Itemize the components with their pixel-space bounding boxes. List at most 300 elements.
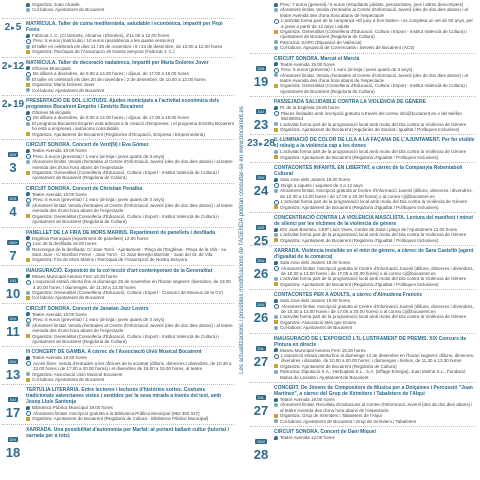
day-number: 3 [9, 160, 17, 176]
entry-detail-text: El taller es celebrarà els dies 11 i 25 de novembre i 8 i 23 de desembre, de 10.00 a 12.00 hores [32, 44, 223, 49]
entry-detail [26, 132, 234, 137]
info-icon [274, 122, 278, 126]
entry-detail-text: Oficines Municipals [32, 110, 71, 116]
location-pin-icon [274, 3, 278, 7]
day-number: 27 [253, 403, 269, 419]
entry-detail-text: Teatre Avenida 19.00 hores [32, 191, 87, 197]
entry-detail-text: L'activitat forma part de la programació local amb motiu del Dia contra la Violència de Gènere [280, 232, 467, 238]
entry-title: CIRCUIT SONORA. Concert de Verd(N) i Eva Gómez [26, 142, 149, 149]
clock-icon [274, 200, 279, 205]
info-icon [274, 189, 278, 193]
entry-title: CONCENTRACIÓ CONTRA LA VIOLÈNCIA MASCLISTA. Lectura del manifest i minut de silenci per les víctimes de la violència de gènere [274, 214, 474, 227]
day-number: 10 [5, 285, 21, 301]
range-end: 12 [12, 60, 25, 72]
clock-icon [26, 361, 31, 366]
weekday-badge: DIV [9, 152, 17, 158]
location-pin-icon [274, 436, 278, 440]
entry-date [250, 249, 272, 280]
organizer-icon [274, 414, 278, 418]
entry-detail-text: Preu: 5 euros (preventa) / 1 euro (al·lotja i joves quarts de 3 anys) [33, 317, 165, 323]
entry-detail-text: Oficines Municipals [32, 65, 71, 71]
day-number: 25 [253, 232, 269, 248]
entry-detail-text: Patrocina: Diputació S.A., Herboplast S.L., S.A. (Effage Energia), Juan Molina S.L., Fundació Mutua de Levante i Ajuntament de Bocairent [280, 369, 466, 380]
clock-icon [274, 19, 279, 24]
entry-detail-text: El programa Bocairent Emprèn està adreçat a la creació d'empreses; i el programa Emèrits Bocairent ho està a empreses i autònoms consolidats [32, 121, 234, 132]
entry-detail [26, 334, 234, 345]
entry-detail [274, 238, 476, 243]
side-note [236, 0, 248, 480]
organizer-icon [274, 364, 278, 368]
range-arrow-icon: ▸ [8, 63, 12, 71]
agenda-entry [2, 227, 234, 265]
entry-detail-text: Organitza: Generalitat (Conselleria d'Educació, Cultura i Esport - Institut Valencià de Cultura) i Ajuntament de Bocairent (Regidoria de Cultura) [32, 170, 220, 181]
clock-icon [26, 39, 31, 44]
entry-detail-text: Preu: 7 euros (general) / 6 euros (estudiants jubilats, pensionistes, jove i altres descomptes) [280, 2, 464, 7]
agenda-entry [2, 183, 234, 227]
organizer-icon [274, 282, 278, 286]
range-arrow-icon: ▸ [8, 101, 12, 109]
agenda-entry [250, 96, 476, 134]
entry-detail [274, 45, 476, 50]
entry-detail [26, 323, 234, 334]
agenda-entry [2, 346, 234, 384]
entry-detail [274, 353, 476, 364]
entry-detail-text: De dilluns a divendres, de 9.00 a 14.00 hores; i dijous, de 17.00 a 19.00 hores [33, 71, 189, 77]
weekday-badge: DIM [9, 239, 17, 245]
info-icon [26, 247, 30, 251]
location-pin-icon [274, 398, 278, 402]
entry-detail [274, 435, 476, 440]
organizer-icon [26, 171, 30, 175]
entry-detail [274, 188, 476, 199]
entry-detail-text: Aforament limitat. Recollida d'invitacions al Centre d'Informació Juvenil (des de dos dies abans) i al teatre Avenida des d'una hora abans de l'espectacle [280, 402, 473, 413]
info-icon [26, 77, 30, 81]
day-number: 23 [253, 117, 269, 133]
date-range [2, 99, 24, 110]
entry-detail-text: Preu: 5 euros (matrícula) / 10 euros (assistència a les quatre sessions) [33, 38, 175, 44]
entry-detail [274, 402, 476, 413]
entry-detail [26, 279, 234, 290]
entry-detail-text: Preu: 5 euros (preventa) / 1 euro (al·lotja i joves quarts de 3 anys) [33, 153, 165, 159]
entry-detail-text: Teatre Avenida 19.00 hores [32, 311, 87, 317]
entry-detail [274, 369, 476, 380]
location-pin-icon [26, 274, 30, 278]
entry-detail-text: Organitza: Ajuntament de Bocairent (Regidoria d'Igualtat / Polítiques Inclusives) [280, 154, 439, 160]
entry-detail-text: Organitza: Fira de Mors Marins i Parròquia de l'Assumpció de Nostra Senyora [32, 257, 188, 263]
weekday-badge: DIS [257, 65, 265, 71]
day-number: 7 [9, 247, 17, 263]
entry-title: CONCERT. De Jóvens de Compositors de Música per a Dolçaines i Percussió "Joan Martínez", a càrrec del Grup de Xirimiters i Tabaleters de l'Alqui [274, 385, 473, 398]
entry-detail-text: Dirigit a xiquets i xiquetes de 3 a 12 anys [281, 182, 363, 188]
entry-detail-text: Organitza: Ajuntament de Bocairent (Regidoria d'Igualtat / Polítiques Inclusives) [280, 237, 439, 243]
entry-detail-text: Teatre Avenida 19.00 hores [280, 61, 335, 67]
entry-detail-text: Aforament limitat. Venda d'entrades al Centre d'Informació Juvenil (des de dos dies abans) i al teatre Avenida des d'una hora abans de l'espectacle [32, 202, 233, 214]
organizer-icon [274, 155, 278, 159]
entry-detail-text: Organitza: María Dolores Jover [32, 82, 95, 88]
entry-title: IL·LUMINACIÓ DE COLOR DE LILA A LA FAÇANA DE L'AJUNTAMENT. Per fer visible el rebuig a la violència cap a les dones [274, 137, 475, 150]
entry-detail [274, 111, 476, 122]
entry-detail-text: Aforament limitat. Inscripció gratuïta a la Biblioteca Pública Municipal (962 350 027) [33, 410, 200, 416]
entry-detail-text: Organitza: Generalitat (Conselleria d'Educació, Cultura i Esport - Institut Valencià de Cultura) i Ajuntament de Bocairent (Regidoria de Cultura) [280, 29, 468, 40]
agenda-entry [2, 57, 234, 95]
agenda-right-column [247, 0, 476, 480]
entry-title: CIRCUIT SONORA. Concert de Janatan Jazz Lovers [26, 305, 149, 312]
organizer-icon [274, 30, 278, 34]
entry-date [2, 307, 24, 338]
location-pin-icon [26, 3, 30, 7]
entry-detail [274, 325, 476, 330]
weekday-badge: DIU [257, 302, 265, 308]
entry-detail-text: Organitza: Associació Més que Dones [280, 319, 357, 325]
entry-title: XARRADA. Violència invisible en el món de gènere, a càrrec de Sara Castelló (agent d'igualtat de la comarca) [274, 248, 474, 261]
day-number: 26 [253, 266, 269, 282]
entry-date [2, 61, 24, 72]
agenda-entry [250, 426, 476, 463]
info-icon [274, 403, 278, 407]
entry-detail [274, 282, 476, 287]
entry-detail-text: Organitza: Generalitat (Conselleria d'Educació, Cultura i Esport - Consorci de Museus de la CV) [32, 289, 223, 295]
entry-detail-text: Col·labora: Ajuntament de Bocairent [32, 295, 105, 301]
entry-detail [26, 159, 234, 170]
entry-detail-text: Teatre Avenida 12.00 hores [280, 435, 335, 441]
entry-detail-text: Col·labora: Ajuntament de Bocairent [280, 325, 353, 331]
agenda-entry [2, 265, 234, 303]
entry-detail-text: Església Parroquial (repartiment de panellets) 12.00 hores [32, 235, 149, 241]
agenda-entry [247, 134, 476, 162]
agenda-entry [250, 289, 476, 332]
day-number: 18 [5, 444, 21, 460]
entry-detail [274, 83, 476, 94]
info-icon [274, 277, 278, 281]
range-end: 19 [12, 99, 25, 111]
info-icon [26, 323, 30, 327]
location-pin-icon [26, 192, 30, 196]
info-icon [26, 122, 30, 126]
clock-icon [274, 304, 279, 309]
side-note-text: Les actualitzacions i possibles modificacions de l'AGENDA podran consultar-se en www.bocairent.es [239, 106, 245, 374]
organizer-icon [274, 128, 278, 132]
entry-detail-text: Aforament limitat. Venda d'entrades al Centre d'Informació Juvenil (des de dos dies abans) i al teatre Avenida des d'una hora abans de l'espectacle [32, 322, 233, 334]
entry-detail-text: Aforament limitat. Venda d'entrades al Centre d'Informació Juvenil (des de dos dies abans) i al teatre Avenida des d'una hora abans de l'espectacle [280, 7, 468, 18]
entry-detail-text: El taller es celebrarà els dies 20 de novembre i 2 de desembre, de 10.00 a 12.00 hores [32, 76, 206, 82]
day-number: 26 [253, 310, 269, 326]
entry-detail [274, 127, 476, 132]
clock-icon [26, 242, 31, 247]
weekday-badge: DIL [257, 395, 265, 401]
info-icon [274, 419, 278, 423]
location-pin-icon [26, 312, 30, 316]
agenda-entry [2, 424, 234, 460]
location-pin-icon [26, 66, 30, 70]
entry-detail [26, 361, 234, 372]
entry-detail-text: Organitza: Parròquia de l'Assumpció de Nostra Senyora (Fabricat J. C.) [32, 49, 175, 55]
entry-detail-text: Patrocina: SARC (Diputació de València) [280, 39, 362, 45]
entry-detail [26, 170, 234, 181]
entry-detail-text: Recorregut de la desfilada: C/ Joan Torró - Ajuntament - Plaça de l'Esglèsia - Plaça de la Vila - Av. Sant Joan - C/ Bonifaci Ferrer - Joan Torró - C/ Joan Benejto Barrisèr - Joan del St. de Vila [32, 246, 227, 257]
range-start: 2 [1, 99, 8, 111]
range-arrow-icon: ▸ [11, 24, 15, 32]
info-icon [274, 233, 278, 237]
entry-detail [274, 7, 476, 18]
date-range [2, 61, 24, 72]
range-start: 2 [4, 22, 11, 33]
entry-detail-text: Biblioteca Pública Municipal 19.00 hores [32, 405, 113, 411]
entry-date [250, 100, 272, 131]
organizer-icon [26, 378, 30, 382]
entry-detail-text: L'activitat forma part de la programació local amb motiu del Dia contra la Violència de Gènere [280, 149, 467, 155]
location-pin-icon [274, 178, 278, 182]
agenda-entry [2, 95, 234, 139]
entry-detail-text: Aforament limitat. Inscripció gratuïta al Centre d'Informació Juvenil (dilluns, dimecres i divendres, de 10.30 a 13.00 hores i de 17.00 a 20.00 hores) o al correu cij@bocairent.es [281, 265, 474, 276]
agenda-entry [2, 303, 234, 347]
info-icon [26, 8, 30, 12]
location-pin-icon [274, 348, 278, 352]
weekday-badge: DIL [257, 345, 265, 351]
entry-title: XARRADA. Una possibilitat d'autonomia per Marfat: al portant ballant cultur (tutorial i xarrada per a tots) [26, 426, 229, 439]
weekday-badge: DIV [9, 315, 17, 321]
entry-detail-text: Aforament limitat. Inscripció gratuïta al Centre d'Informació Juvenil (dilluns, dimecres i divendres, de 10.30 a 13.00 hores i de 17.00 a 20.00 hores) o al correu cij@bocairent.es [281, 303, 474, 314]
entry-detail-text: Organitza: Generalitat (Conselleria d'Educació, Cultura i Esport - Institut Valencià de Cultura) i Ajuntament de Bocairent (Regidoria de Cultura) [32, 333, 220, 344]
entry-detail-text: Sala Jove dels Joanes 18.00 hores [280, 177, 351, 183]
agenda-entry [2, 18, 234, 57]
agenda-entry [250, 212, 476, 248]
entry-detail [274, 155, 476, 160]
entry-detail-text: Accés lliure. Venda d'entrades a les oficines de la societat (dilluns, dimecres i divendres, de 10.30 a 13.00 hores i de 17.00 a 20.00 hores) i el divendres de 16.00 a 19.00 hores, al teatre [33, 360, 232, 372]
entry-detail-text: L'activitat forma part de la programació local amb motiu del Dia contra la Violència de Gènere [280, 121, 467, 127]
range-start: 23 [247, 138, 259, 150]
entry-detail [26, 416, 234, 421]
entry-title: MATRÍCULA. Taller de decoració nadalenca, impartit per María Dolores Jover [26, 59, 209, 66]
info-icon [274, 46, 278, 50]
entry-detail-text: Col·labora: Ajuntament de Bocairent i Grup de Xirimiters i Tabaleters [280, 418, 417, 424]
weekday-badge: DIV [9, 436, 17, 442]
entry-date [2, 350, 24, 381]
weekday-badge: DIU [9, 359, 17, 365]
weekday-badge: DIS [257, 224, 265, 230]
weekday-badge: DIM [257, 439, 265, 445]
weekday-badge: DIJ [10, 397, 16, 403]
entry-detail-text: L'activitat forma part de la programació local amb motiu del Dia contra la Violència de Gènere [280, 276, 467, 282]
location-pin-icon [26, 149, 30, 153]
entry-detail-text: Organitza: Ajuntament de Bocairent (Regidoria d'Igualtat / Polítiques Inclusives) [280, 281, 439, 287]
entry-title: PRESENTACIÓ DE SOL·LICITUDS. Ajudes municipals a l'activitat econòmica dels programes Bocairent Emprèn i Emèrits Bocairent [26, 98, 220, 111]
entry-date [247, 138, 275, 150]
entry-title: PASSEJADA SALUDABLE CONTRA LA VIOLÈNCIA DE GÈNERE [274, 99, 426, 106]
agenda-entry [2, 139, 234, 183]
range-end: 5 [15, 22, 22, 33]
entry-detail-text: L'activitat forma part de la programació local amb motiu del Dia contra la Violència de Gènere [281, 198, 468, 204]
entry-detail-text: Col·labora: Ajuntament de Bocairent [32, 87, 105, 93]
info-icon [26, 291, 30, 295]
entry-date [250, 337, 272, 368]
entry-detail [26, 377, 234, 382]
location-pin-icon [274, 62, 278, 66]
info-icon [26, 45, 30, 49]
entry-date [2, 231, 24, 262]
entry-detail [26, 88, 234, 93]
entry-detail-text: Col·labora: Ajuntament de Bocairent [32, 7, 105, 13]
day-number: 4 [9, 203, 17, 219]
entry-date [2, 269, 24, 300]
clock-icon [274, 354, 279, 359]
agenda-entry [250, 0, 476, 53]
clock-icon [274, 111, 279, 116]
location-pin-icon [26, 111, 30, 115]
organizer-icon [274, 320, 278, 324]
entry-detail [274, 304, 476, 315]
entry-title: TERTÚLIA LITERÀRIA. Entre lectores i lectures d'històries sortes. Costums tradicionals valencianes vistes i sentides per la seva mirada a través del text, amb Josep Lluís Santonja [26, 387, 222, 406]
entry-detail-text: De dilluns a divendres, de 9.00 a 14.00 hores; i dijous, de 17.00 a 19.00 hores [33, 115, 189, 121]
entry-detail-text: Teatre Avenida 19.00 hores [32, 148, 87, 154]
entry-detail-text: Organitza: Ajuntament de Bocairent (regidories de Sanitat i Igualtat / Polítiques Inclusives) [280, 126, 460, 132]
entry-title: MATRÍCULA. Taller de cuina mediterrània, saludable i econòmica, impartit per Pepi Forés [26, 21, 223, 33]
entry-detail [274, 18, 476, 29]
agenda-entry [250, 382, 476, 426]
entry-title: PANELLET DE LA FIRA DE MORS MARINS. Repartiment de panellets i desfilada [26, 229, 216, 236]
info-icon [26, 88, 30, 92]
entry-detail-text: L'activitat forma part de la campanya «El juny a bon teatre» i es completa un vet de 50 anys, per a joves a partir de 12 anys i adults [281, 18, 473, 29]
organizer-icon [274, 238, 278, 242]
location-pin-icon [274, 299, 278, 303]
entry-detail-text: Organitza: Generalitat (Conselleria d'Educació, Cultura i Esport - Institut Valencià de Cultura) i Ajuntament de Bocairent (Regidoria de Cultura) [32, 213, 220, 225]
range-arrow-icon: ▸ [259, 140, 263, 148]
entry-detail [26, 257, 234, 262]
entry-date [250, 293, 272, 324]
entry-title: INAUGURACIÓ DE L'EXPOSICIÓ L'IL·LUSTRAMENT DE PREMIS. XIX Concurs de Pintura en directe [274, 335, 467, 348]
entry-detail-text: Museu Municipal Antonio Ferri 19.30 hores [280, 347, 366, 353]
entry-detail [26, 7, 234, 12]
agenda-entry [2, 384, 234, 423]
clock-icon [26, 198, 31, 203]
info-icon [274, 315, 278, 319]
entry-detail [26, 214, 234, 225]
entry-detail-text: L'exposició estarà oberta fins al diumenge 26 de novembre en l'horari següent: divendres, de 19.00 a 20.00 hores; i diumenges, de 11.30 a 13.30 hores [33, 279, 231, 290]
organizer-icon [26, 334, 30, 338]
entry-date [250, 166, 272, 197]
clock-icon [274, 68, 279, 73]
entry-detail [26, 49, 234, 54]
agenda-entry [250, 245, 476, 289]
entry-detail [274, 73, 476, 84]
day-number: 24 [253, 183, 269, 199]
entry-detail-text: Organitza: Ajuntament de Bocairent (Regidories d'Ocupació, Empresa i Emprenedoria) [32, 131, 205, 137]
entry-date [250, 216, 272, 247]
entry-detail-text: IES Joan Bosmeu, CEIP Lluís Vives, Centre de Salut i plaça de l'Ajuntament 12.00 hores [280, 226, 458, 232]
entry-detail-text: Sala Jove dels Joanes 18.00 hores [280, 260, 351, 266]
agenda-entry [2, 0, 234, 18]
entry-detail-text: Preu: 5 euros (preventa) / 1 euro (al·lotja i joves quarts de 3 anys) [281, 67, 413, 73]
clock-icon [26, 116, 31, 121]
organizer-icon [26, 296, 30, 300]
day-number: 28 [253, 447, 269, 463]
entry-detail [274, 29, 476, 40]
entry-detail-text: Col·labora: Ajuntament de Bocairent [32, 377, 105, 382]
entry-detail [26, 121, 234, 132]
entry-detail-text: Sala Jove dels Joanes 19.00 hores [280, 298, 351, 304]
entry-detail-text: L'exposició estarà oberta fins al diumenge 12 de desembre en l'horari següent: dilluns, dimecres, divendres i dissabte, de 10.00 a 20.00 hores; i diumenges i festius, de 11.30 a 13.30 hores [281, 353, 475, 364]
weekday-badge: DIU [257, 258, 265, 264]
location-pin-icon [26, 356, 30, 360]
info-icon [274, 150, 278, 154]
entry-detail-text: Organitza: Ajuntament de Bocairent (Regidoria de Cultura - Biblioteca Pública Municipal) [32, 416, 209, 422]
location-pin-icon [274, 106, 278, 110]
entry-date [250, 57, 272, 88]
day-number: 17 [5, 405, 21, 421]
entry-detail-text: Organitza: Generalitat (Conselleria d'Educació, Cultura i Esport - Institut Valencià de Cultura) i Ajuntament de Bocairent (Regidoria de Cultura) [280, 83, 468, 94]
organizer-icon [26, 214, 30, 218]
agenda-entry [250, 162, 476, 212]
weekday-badge: DIJ [10, 277, 16, 283]
entry-date [2, 187, 24, 218]
entry-date [250, 386, 272, 417]
entry-date [2, 99, 24, 110]
entry-detail-text: Fabricat J. C. (C/ Dimarts, Almarxa i Elvirales), d'11.00 a 12.00 hores [32, 33, 170, 38]
entry-detail-text: Aforament limitat. Inscripció gratuïta al Centre d'Informació Juvenil (dilluns, dimecres i divendres, de 10.30 a 13.00 hores i de 17.00 a 20.00 hores) o al correu cij@bocairent.es [280, 188, 473, 199]
entry-title: CIRCUIT SONORA. Concert de Christian Penalba [26, 185, 143, 192]
date-range [247, 138, 275, 150]
day-number: 11 [6, 323, 20, 339]
entry-detail-text: L'activitat forma part de la programació local amb motiu del Dia contra la Violència de Gènere [280, 314, 467, 320]
location-pin-icon [26, 236, 30, 240]
entry-detail-text: Aforament limitat. Venda d'entrades al Centre d'Informació Juvenil (des de dos dies abans) i al teatre Avenida des d'una hora abans de l'espectacle [280, 72, 468, 84]
entry-date [250, 430, 272, 461]
organizer-icon [26, 417, 30, 421]
entry-title: CONTACONTES INFANTIL EN LIBERTAT, a càrrec de la Companyia Rebentaboli Cultural [274, 165, 463, 178]
entry-title: CIRCUIT SONORA. Concert de Dani Miquel [274, 429, 376, 436]
organizer-icon [274, 205, 278, 209]
day-number: 19 [253, 73, 269, 89]
entry-detail-text: Lloc de la desfilada 18.00 hores [33, 240, 97, 246]
entry-detail-text: Pl. de la Església 19.00 hores [280, 105, 340, 111]
entry-date [2, 428, 24, 459]
weekday-badge: DIS [9, 195, 17, 201]
entry-detail-text: Preu: 5 euros (preventa) / 1 euro (al·lotja i joves quarts de 3 anys) [33, 197, 165, 203]
location-pin-icon [274, 261, 278, 265]
entry-detail [26, 203, 234, 214]
entry-detail [26, 247, 234, 258]
info-icon [274, 8, 278, 12]
day-number: 27 [253, 353, 269, 369]
range-end: 28 [263, 138, 275, 150]
info-icon [274, 73, 278, 77]
info-icon [26, 160, 30, 164]
range-start: 2 [1, 60, 8, 72]
entry-detail-text: Organitza: Associació Unió Musical Bocairent [32, 371, 123, 377]
entry-detail-text: Aforament limitat. Venda d'entrades al Centre d'Informació Juvenil (des de dos dies abans) i al teatre Avenida des d'una hora abans de l'espectacle [32, 159, 233, 170]
date-range [2, 22, 24, 33]
organizer-icon [26, 132, 30, 136]
entry-detail-text: Teatre Avenida 19.00 hores [280, 397, 335, 403]
organizer-icon [26, 83, 30, 87]
weekday-badge: DIJ [258, 109, 264, 115]
entry-title: III CONCERT DE GAMBA. A càrrec de l'Associació Unió Musical Bocairent [26, 349, 202, 356]
organizer-icon [26, 258, 30, 262]
entry-detail-text: Organitza: Ajuntament de Bocairent (Regidoria de Cultura) [280, 363, 397, 369]
info-icon [26, 372, 30, 376]
day-number: 13 [5, 367, 21, 383]
entry-title: INAUGURACIÓ. Exposició de la col·lecció d'art contemporani de la Generalitat [26, 267, 213, 274]
entry-date [2, 143, 24, 174]
organizer-icon [26, 50, 30, 54]
entry-detail [274, 419, 476, 424]
clock-icon [26, 72, 31, 77]
entry-detail-text: Col·labora: Agrupació de Comerciants i Serveis de Bocairent (ACS) [280, 45, 415, 51]
info-icon [26, 203, 30, 207]
clock-icon [26, 280, 31, 285]
location-pin-icon [274, 228, 278, 232]
agenda-left-column [2, 0, 234, 480]
entry-detail [274, 266, 476, 277]
